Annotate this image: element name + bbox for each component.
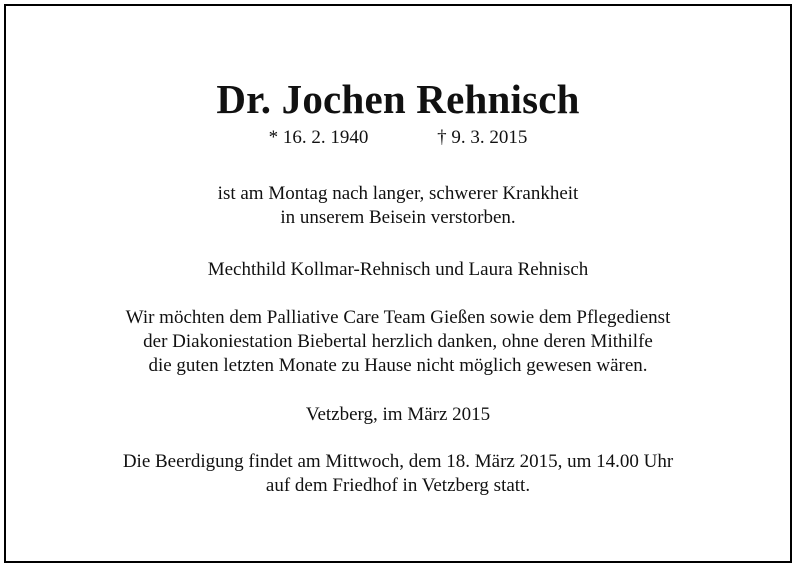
death-date: † 9. 3. 2015 — [437, 127, 528, 148]
deceased-name: Dr. Jochen Rehnisch — [216, 76, 580, 122]
place-date-paragraph — [6, 403, 790, 427]
funeral-line: auf dem Friedhof in Vetzberg statt. — [265, 475, 531, 496]
passing-paragraph — [6, 182, 790, 230]
life-dates — [6, 126, 790, 150]
passing-line: in unserem Beisein verstorben. — [280, 207, 516, 228]
obituary-card — [4, 4, 792, 563]
place-date-line: Vetzberg, im März 2015 — [305, 404, 491, 425]
mourners-line: Mechthild Kollmar-Rehnisch und Laura Rehnisch — [207, 259, 589, 280]
thanks-line: Wir möchten dem Palliative Care Team Gießen sowie dem Pflegedienst — [125, 307, 671, 328]
passing-line: ist am Montag nach langer, schwerer Krankheit — [217, 183, 579, 204]
thanks-line: der Diakoniestation Biebertal herzlich danken, ohne deren Mithilfe — [143, 331, 653, 352]
thanks-paragraph — [6, 306, 790, 378]
funeral-paragraph — [6, 450, 790, 498]
mourners-paragraph — [6, 258, 790, 282]
birth-date: * 16. 2. 1940 — [268, 127, 369, 148]
funeral-line: Die Beerdigung findet am Mittwoch, dem 18. März 2015, um 14.00 Uhr — [122, 451, 674, 472]
thanks-line: die guten letzten Monate zu Hause nicht möglich gewesen wären. — [148, 355, 648, 376]
